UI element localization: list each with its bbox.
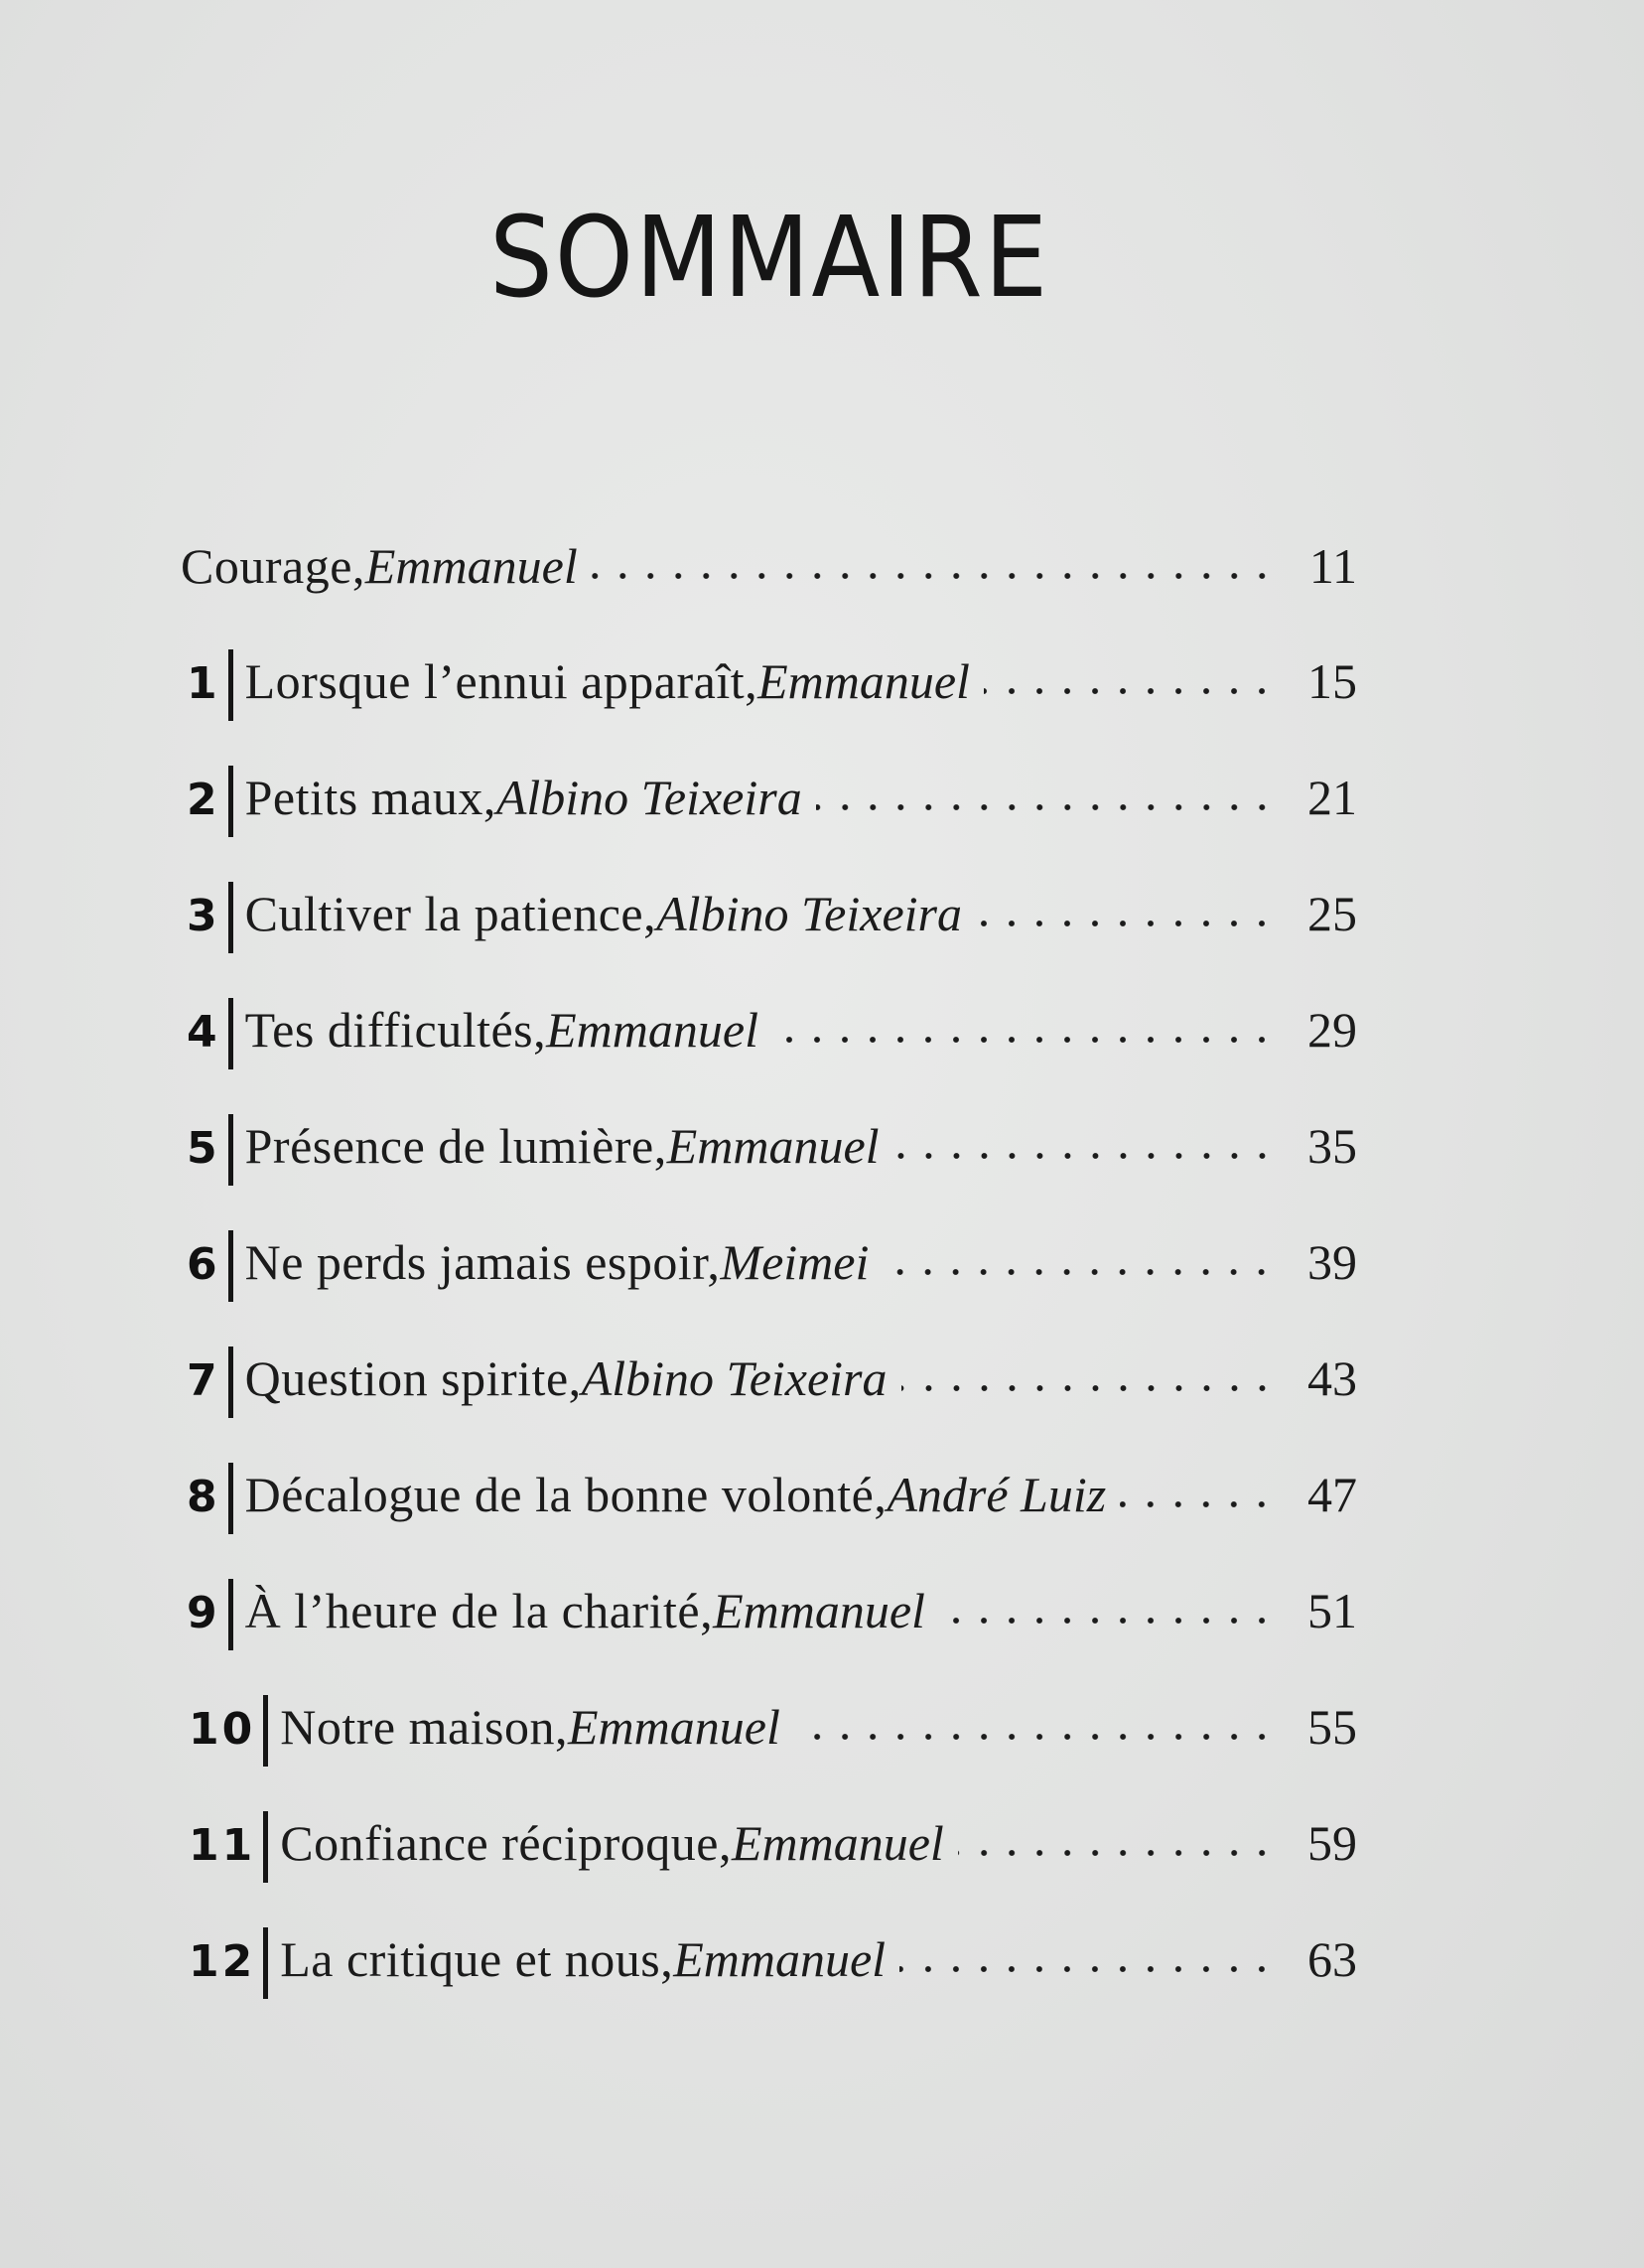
chapter-separator-bar: [263, 1927, 268, 1999]
entry-title: Cultiver la patience,: [244, 886, 657, 941]
entry-author: Albino Teixeira: [495, 770, 802, 825]
chapter-separator-bar: [228, 1579, 233, 1650]
entry-author: Emmanuel: [364, 538, 578, 594]
entry-title: Confiance réciproque,: [280, 1815, 732, 1871]
entry-title: Question spirite,: [244, 1350, 582, 1406]
chapter-number: 10: [189, 1704, 256, 1755]
entry-title: Tes difficultés,: [244, 1002, 547, 1058]
entry-title: À l’heure de la charité,: [244, 1583, 714, 1638]
entry-author: André Luiz: [887, 1467, 1107, 1522]
chapter-separator-bar: [228, 1463, 233, 1534]
chapter-separator-bar: [228, 998, 233, 1069]
entry-page-number: 15: [1307, 653, 1357, 709]
entry-page-number: 43: [1307, 1350, 1357, 1406]
entry-author: Emmanuel: [713, 1583, 925, 1638]
entry-author: Albino Teixeira: [581, 1350, 888, 1406]
entry-author: Emmanuel: [666, 1118, 880, 1174]
entry-page-number: 25: [1307, 886, 1357, 941]
entry-author: Meimei: [720, 1234, 870, 1290]
entry-title: Lorsque l’ennui apparaît,: [244, 653, 758, 709]
chapter-number: 8: [187, 1472, 220, 1522]
entry-page-number: 51: [1307, 1583, 1357, 1638]
toc-entry-12: [189, 1919, 1357, 1999]
toc-entry-4: [187, 990, 1357, 1069]
toc-entry-6: [187, 1222, 1357, 1302]
dot-leader: [984, 685, 1276, 697]
chapter-number: 12: [189, 1936, 256, 1987]
toc-entry-1: [187, 641, 1357, 721]
chapter-separator-bar: [228, 1230, 233, 1302]
entry-title: Courage,: [181, 538, 365, 594]
entry-page-number: 11: [1308, 538, 1357, 594]
chapter-separator-bar: [228, 766, 233, 837]
toc-entry-9: [187, 1571, 1357, 1650]
dot-leader: [794, 1731, 1276, 1743]
chapter-number: 5: [187, 1123, 220, 1174]
entry-title: Présence de lumière,: [244, 1118, 667, 1174]
dot-leader: [893, 1150, 1276, 1162]
page-title: SOMMAIRE: [488, 194, 1050, 323]
chapter-separator-bar: [263, 1695, 268, 1767]
chapter-separator-bar: [228, 882, 233, 953]
entry-author: Emmanuel: [568, 1699, 780, 1755]
toc-entry-2: [187, 758, 1357, 837]
toc-entry-3: [187, 874, 1357, 953]
entry-title: Ne perds jamais espoir,: [244, 1234, 721, 1290]
dot-leader: [592, 570, 1276, 582]
entry-page-number: 59: [1307, 1815, 1357, 1871]
chapter-number: 1: [187, 658, 220, 709]
chapter-number: 7: [187, 1355, 220, 1406]
dot-leader: [899, 1963, 1276, 1975]
toc-entry-10: [189, 1687, 1357, 1767]
entry-page-number: 39: [1307, 1234, 1357, 1290]
entry-title: La critique et nous,: [280, 1931, 674, 1987]
toc-entry-7: [187, 1339, 1357, 1418]
dot-leader: [976, 918, 1276, 929]
chapter-number: 11: [189, 1820, 256, 1871]
dot-leader: [939, 1615, 1276, 1627]
chapter-number: 6: [187, 1239, 220, 1290]
entry-page-number: 29: [1307, 1002, 1357, 1058]
entry-page-number: 63: [1307, 1931, 1357, 1987]
chapter-separator-bar: [263, 1811, 268, 1883]
entry-author: Emmanuel: [546, 1002, 758, 1058]
toc-entry-5: [187, 1106, 1357, 1186]
dot-leader: [958, 1847, 1276, 1859]
chapter-separator-bar: [228, 649, 233, 721]
chapter-separator-bar: [228, 1114, 233, 1186]
entry-title: Notre maison,: [280, 1699, 569, 1755]
chapter-number: 3: [187, 891, 220, 941]
entry-title: Décalogue de la bonne volonté,: [244, 1467, 888, 1522]
entry-author: Emmanuel: [731, 1815, 944, 1871]
entry-page-number: 55: [1307, 1699, 1357, 1755]
chapter-number: 9: [187, 1588, 220, 1638]
dot-leader: [1120, 1498, 1276, 1510]
chapter-number: 4: [187, 1007, 220, 1058]
chapter-separator-bar: [228, 1347, 233, 1418]
entry-author: Albino Teixeira: [656, 886, 963, 941]
entry-title: Petits maux,: [244, 770, 496, 825]
dot-leader: [816, 801, 1276, 813]
chapter-number: 2: [187, 775, 220, 825]
toc-entry-8: [187, 1455, 1357, 1534]
entry-page-number: 21: [1307, 770, 1357, 825]
entry-page-number: 47: [1307, 1467, 1357, 1522]
toc-entry-intro: [181, 526, 1357, 606]
entry-author: Emmanuel: [757, 653, 970, 709]
entry-author: Emmanuel: [673, 1931, 887, 1987]
entry-page-number: 35: [1307, 1118, 1357, 1174]
dot-leader: [772, 1034, 1276, 1046]
dot-leader: [883, 1266, 1276, 1278]
dot-leader: [901, 1382, 1276, 1394]
toc-entry-11: [189, 1803, 1357, 1883]
